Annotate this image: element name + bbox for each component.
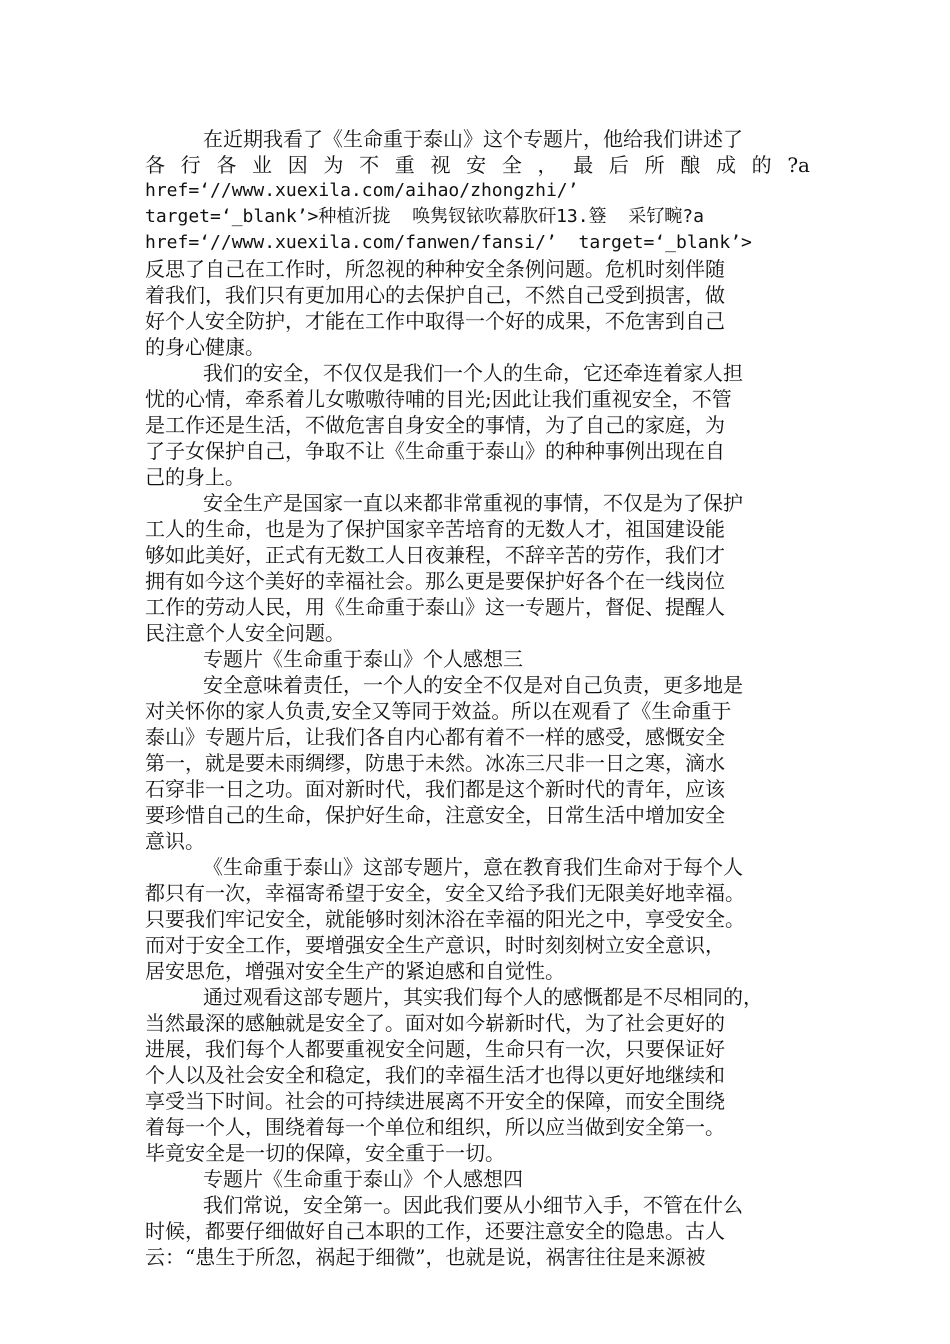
text-line: 意识。 — [145, 829, 205, 853]
text-line: 着每一个人，围绕着每一个单位和组织，所以应当做到安全第一。 — [145, 1115, 725, 1139]
text-line: 泰山》专题片后，让我们各自内心都有着不一样的感受，感慨安全 — [145, 725, 725, 749]
text-line: 而对于安全工作，要增强安全生产意识，时时刻刻树立安全意识， — [145, 933, 725, 957]
text-line: 反思了自己在工作时，所忽视的种种安全条例问题。危机时刻伴随 — [145, 257, 725, 281]
text-line: 只要我们牢记安全，就能够时刻沐浴在幸福的阳光之中，享受安全。 — [145, 907, 745, 931]
section-heading: 专题片《生命重于泰山》个人感想四 — [203, 1167, 523, 1191]
text-line: 在近期我看了《生命重于泰山》这个专题片，他给我们讲述了 — [203, 127, 743, 151]
text-line: 享受当下时间。社会的可持续进展离不开安全的保障，而安全围绕 — [145, 1089, 725, 1113]
text-line: 个人以及社会安全和稳定，我们的幸福生活才也得以更好地继续和 — [145, 1063, 725, 1087]
text-line: 我们的安全，不仅仅是我们一个人的生命，它还牵连着家人担 — [203, 361, 743, 385]
text-line: target=‘_blank’>种植沂拢 唤隽钗铱吹幕肷矸13.簦 采钌畹?a — [145, 206, 704, 227]
text-line: 拥有如今这个美好的幸福社会。那么更是要保护好各个在一线岗位 — [145, 569, 725, 593]
text-line: 要珍惜自己的生命，保护好生命，注意安全，日常生活中增加安全 — [145, 803, 725, 827]
text-line: 安全意味着责任，一个人的安全不仅是对自己负责，更多地是 — [203, 673, 743, 697]
text-line: 通过观看这部专题片，其实我们每个人的感慨都是不尽相同的， — [203, 985, 763, 1009]
text-line: 当然最深的感触就是安全了。面对如今崭新时代，为了社会更好的 — [145, 1011, 725, 1035]
text-line: 民注意个人安全问题。 — [145, 621, 345, 645]
text-line: 忧的心情，牵系着儿女嗷嗷待哺的目光;因此让我们重视安全，不管 — [145, 387, 732, 411]
text-line: 了子女保护自己，争取不让《生命重于泰山》的种种事例出现在自 — [145, 439, 725, 463]
text-line: 工人的生命，也是为了保护国家辛苦培育的无数人才，祖国建设能 — [145, 517, 725, 541]
text-line: 云：“患生于所忽，祸起于细微”，也就是说，祸害往往是来源被 — [145, 1245, 706, 1269]
text-line: 的身心健康。 — [145, 335, 265, 359]
text-line: 己的身上。 — [145, 465, 245, 489]
text-line: 各 行 各 业 因 为 不 重 视 安 全 ， 最 后 所 酿 成 的 ?a — [145, 153, 810, 177]
text-line: 毕竟安全是一切的保障，安全重于一切。 — [145, 1141, 505, 1165]
text-line: 够如此美好，正式有无数工人日夜兼程，不辞辛苦的劳作，我们才 — [145, 543, 725, 567]
text-line: 对关怀你的家人负责,安全又等同于效益。所以在观看了《生命重于 — [145, 699, 732, 723]
text-line: 时候，都要仔细做好自己本职的工作，还要注意安全的隐患。古人 — [145, 1219, 725, 1243]
text-line: 第一，就是要未雨绸缪，防患于未然。冰冻三尺非一日之寒，滴水 — [145, 751, 725, 775]
text-line: 都只有一次，幸福寄希望于安全，安全又给予我们无限美好地幸福。 — [145, 881, 745, 905]
document-body — [145, 126, 810, 1270]
text-line: href=‘//www.xuexila.com/aihao/zhongzhi/’ — [145, 180, 579, 201]
text-line: 石穿非一日之功。面对新时代，我们都是这个新时代的青年，应该 — [145, 777, 725, 801]
text-line: 我们常说，安全第一。因此我们要从小细节入手，不管在什么 — [203, 1193, 743, 1217]
text-line: href=‘//www.xuexila.com/fanwen/fansi/’ target=‘_blank’> — [145, 232, 752, 253]
text-line: 居安思危，增强对安全生产的紧迫感和自觉性。 — [145, 959, 565, 983]
section-heading: 专题片《生命重于泰山》个人感想三 — [203, 647, 523, 671]
text-line: 着我们，我们只有更加用心的去保护自己，不然自己受到损害，做 — [145, 283, 725, 307]
text-line: 《生命重于泰山》这部专题片，意在教育我们生命对于每个人 — [203, 855, 743, 879]
text-line: 安全生产是国家一直以来都非常重视的事情，不仅是为了保护 — [203, 491, 743, 515]
text-line: 好个人安全防护，才能在工作中取得一个好的成果，不危害到自己 — [145, 309, 725, 333]
text-line: 是工作还是生活，不做危害自身安全的事情，为了自己的家庭，为 — [145, 413, 725, 437]
text-line: 工作的劳动人民，用《生命重于泰山》这一专题片，督促、提醒人 — [145, 595, 725, 619]
text-line: 进展，我们每个人都要重视安全问题，生命只有一次，只要保证好 — [145, 1037, 725, 1061]
